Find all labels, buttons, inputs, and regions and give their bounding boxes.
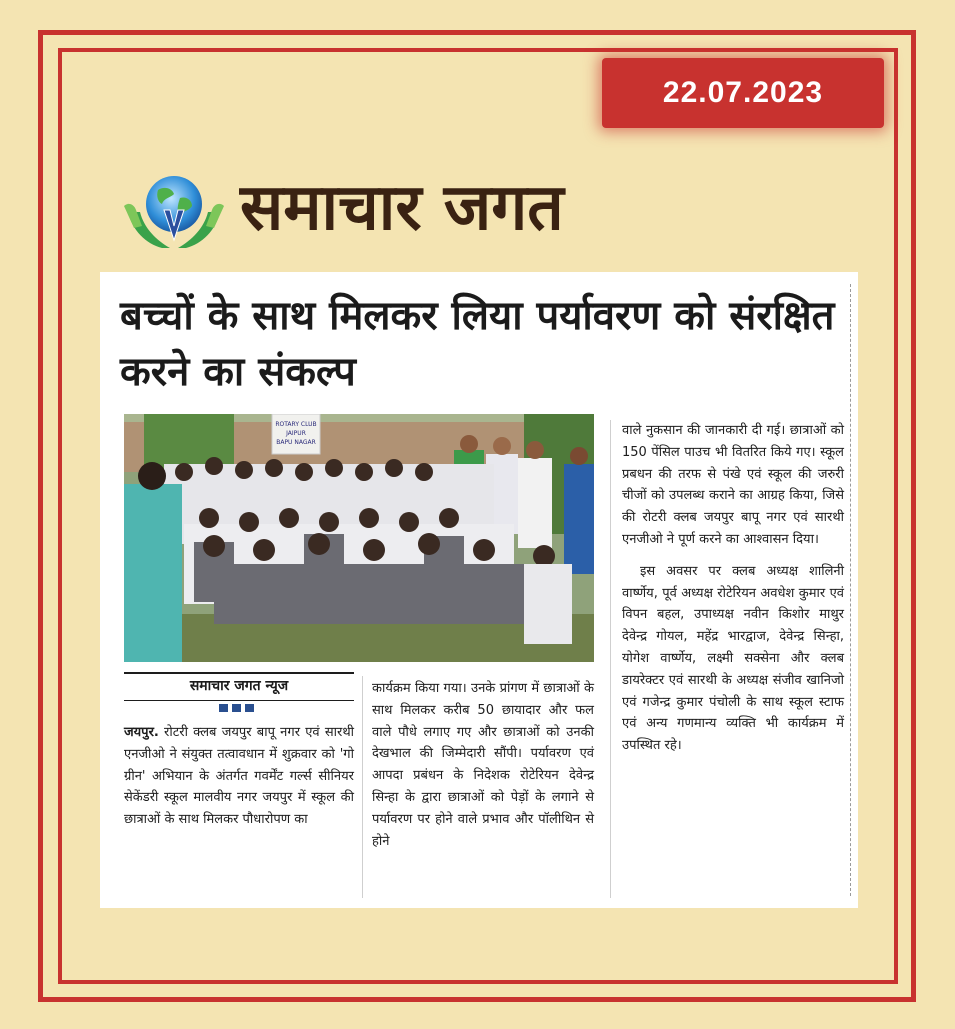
column-divider [610, 420, 611, 898]
byline: समाचार जगत न्यूज [189, 678, 289, 694]
byline-rule [124, 700, 354, 701]
article-column-2: कार्यक्रम किया गया। उनके प्रांगण में छात्राओं के साथ मिलकर करीब 50 छायादार और फल वाले पौधे लगाए गए और छात्राओं को उनकी देखभाल की जिम्मेदारी सौंपी। पर्यावरण एवं आपदा प्रबंधन के निदेशक रोटेरियन देवेन्द्र सिन्हा के द्वारा छात्राओं को पेड़ों के लगाने से पर्यावरण पर होने वाले प्रभाव और पॉलीथिन से होने [372, 681, 594, 849]
masthead-title: समाचार जगत [240, 171, 564, 245]
clip-edge-divider [850, 284, 851, 896]
byline-rule [124, 672, 354, 674]
article-photo [124, 414, 594, 662]
byline-ornament [219, 704, 259, 714]
date-label: 22.07.2023 [662, 76, 824, 109]
students-group-photo [124, 414, 594, 662]
masthead [122, 160, 802, 260]
column-1-text: रोटरी क्लब जयपुर बापू नगर एवं सारथी एनजीओ ने संयुक्त तत्वावधान में शुक्रवार को 'गो ग्रीन' अभियान के अंतर्गत गवर्मेंट गर्ल्स सीनियर सेकेंडरी स्कूल मालवीय नगर जयपुर में स्कूल की छात्राओं के साथ मिलकर पौधारोपण का [124, 725, 354, 828]
column-divider [362, 676, 363, 898]
newspaper-clipping [100, 272, 858, 908]
banner-line-2: JAIPUR [286, 430, 306, 437]
date-badge [602, 58, 884, 128]
article-column-1 [124, 722, 354, 831]
banner-line-1: ROTARY CLUB [275, 421, 317, 428]
banner-line-3: BAPU NAGAR [276, 439, 316, 446]
column-3-paragraph-1: वाले नुकसान की जानकारी दी गई। छात्राओं को 150 पेंसिल पाउच भी वितरित किये गए। स्कूल प्रबधन की तरफ से पंखे एवं स्कूल की जरुरी चीजों को उपलब्ध कराने का आग्रह किया, जिसे की रोटरी क्लब जयपुर बापू नगर एवं सारथी एनजीओ ने पूर्ण करने का आश्वासन दिया। [622, 423, 844, 547]
column-3-paragraph-2: इस अवसर पर क्लब अध्यक्ष शालिनी वार्ष्णेय, पूर्व अध्यक्ष रोटेरियन अवधेश कुमार एवं विपन बहल, उपाध्यक्ष नवीन किशोर माथुर देवेन्द्र गोयल, महेंद्र भारद्वाज, देवेन्द्र सिन्हा, योगेश वार्ष्णेय, लक्ष्मी सक्सेना और क्लब डायरेक्टर एवं सारथी के अध्यक्ष संजीव खानिजो एवं गजेन्द्र कुमार पंचोली के साथ स्कूल स्टाफ एवं अन्य गणमान्य व्यक्ति भी कार्यक्रम में उपस्थित रहे। [622, 563, 844, 754]
article-column-3 [622, 420, 844, 757]
article-headline: बच्चों के साथ मिलकर लिया पर्यावरण को संरक्षित करने का संकल्प [120, 293, 835, 395]
dateline: जयपुर. [124, 725, 159, 740]
globe-hands-logo-icon [122, 168, 226, 252]
